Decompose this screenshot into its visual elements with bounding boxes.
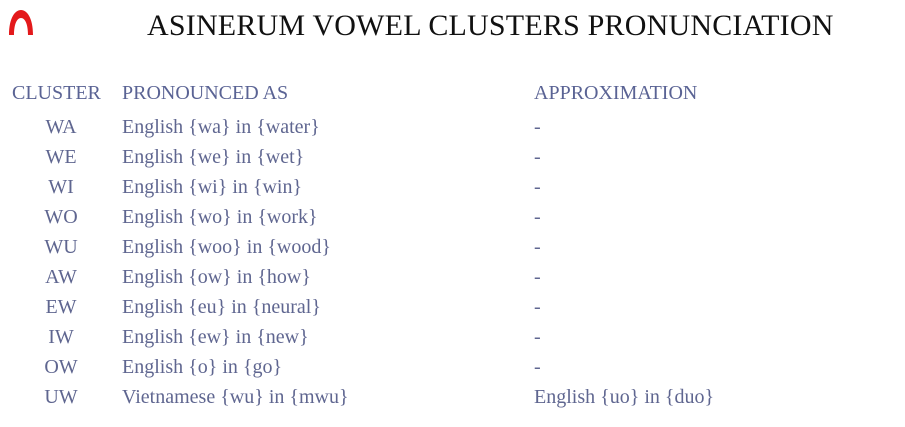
table-row xyxy=(12,232,892,262)
table-row xyxy=(12,112,892,142)
table-row xyxy=(12,202,892,232)
header-cluster: CLUSTER xyxy=(12,82,101,104)
table-header-row xyxy=(12,78,892,112)
cell-pronounced: English {wa} in {water} xyxy=(122,116,320,138)
table-row xyxy=(12,322,892,352)
cell-cluster: WI xyxy=(48,176,74,198)
cell-approximation: - xyxy=(534,236,541,258)
cell-approximation: English {uo} in {duo} xyxy=(534,386,715,408)
cell-approximation: - xyxy=(534,146,541,168)
red-arch-logo-icon[interactable] xyxy=(6,8,36,36)
cell-pronounced: English {wo} in {work} xyxy=(122,206,318,228)
cell-cluster: EW xyxy=(45,296,77,318)
cell-cluster: AW xyxy=(45,266,77,288)
cell-pronounced: Vietnamese {wu} in {mwu} xyxy=(122,386,349,408)
cell-pronounced: English {o} in {go} xyxy=(122,356,283,378)
cell-cluster: WE xyxy=(45,146,77,168)
cell-approximation: - xyxy=(534,356,541,378)
cell-pronounced: English {ow} in {how} xyxy=(122,266,311,288)
cell-cluster: WA xyxy=(45,116,77,138)
cell-approximation: - xyxy=(534,116,541,138)
cell-pronounced: English {we} in {wet} xyxy=(122,146,305,168)
cell-pronounced: English {eu} in {neural} xyxy=(122,296,321,318)
cell-approximation: - xyxy=(534,266,541,288)
cell-approximation: - xyxy=(534,296,541,318)
cell-approximation: - xyxy=(534,176,541,198)
cell-pronounced: English {ew} in {new} xyxy=(122,326,309,348)
cell-cluster: WO xyxy=(44,206,78,228)
table-row xyxy=(12,172,892,202)
table-row xyxy=(12,262,892,292)
cell-cluster: IW xyxy=(48,326,74,348)
cell-cluster: WU xyxy=(44,236,78,258)
cell-pronounced: English {woo} in {wood} xyxy=(122,236,331,258)
header-pronounced-as: PRONOUNCED AS xyxy=(122,82,289,104)
cell-cluster: UW xyxy=(44,386,78,408)
table-row xyxy=(12,142,892,172)
table-row xyxy=(12,292,892,322)
page-title: ASINERUM VOWEL CLUSTERS PRONUNCIATION xyxy=(147,9,834,42)
logo-graphic xyxy=(6,8,36,36)
cell-pronounced: English {wi} in {win} xyxy=(122,176,303,198)
cell-cluster: OW xyxy=(44,356,78,378)
cell-approximation: - xyxy=(534,326,541,348)
header-approximation: APPROXIMATION xyxy=(534,82,698,104)
cell-approximation: - xyxy=(534,206,541,228)
clusters-table xyxy=(12,78,892,412)
table-row xyxy=(12,382,892,412)
table-row xyxy=(12,352,892,382)
